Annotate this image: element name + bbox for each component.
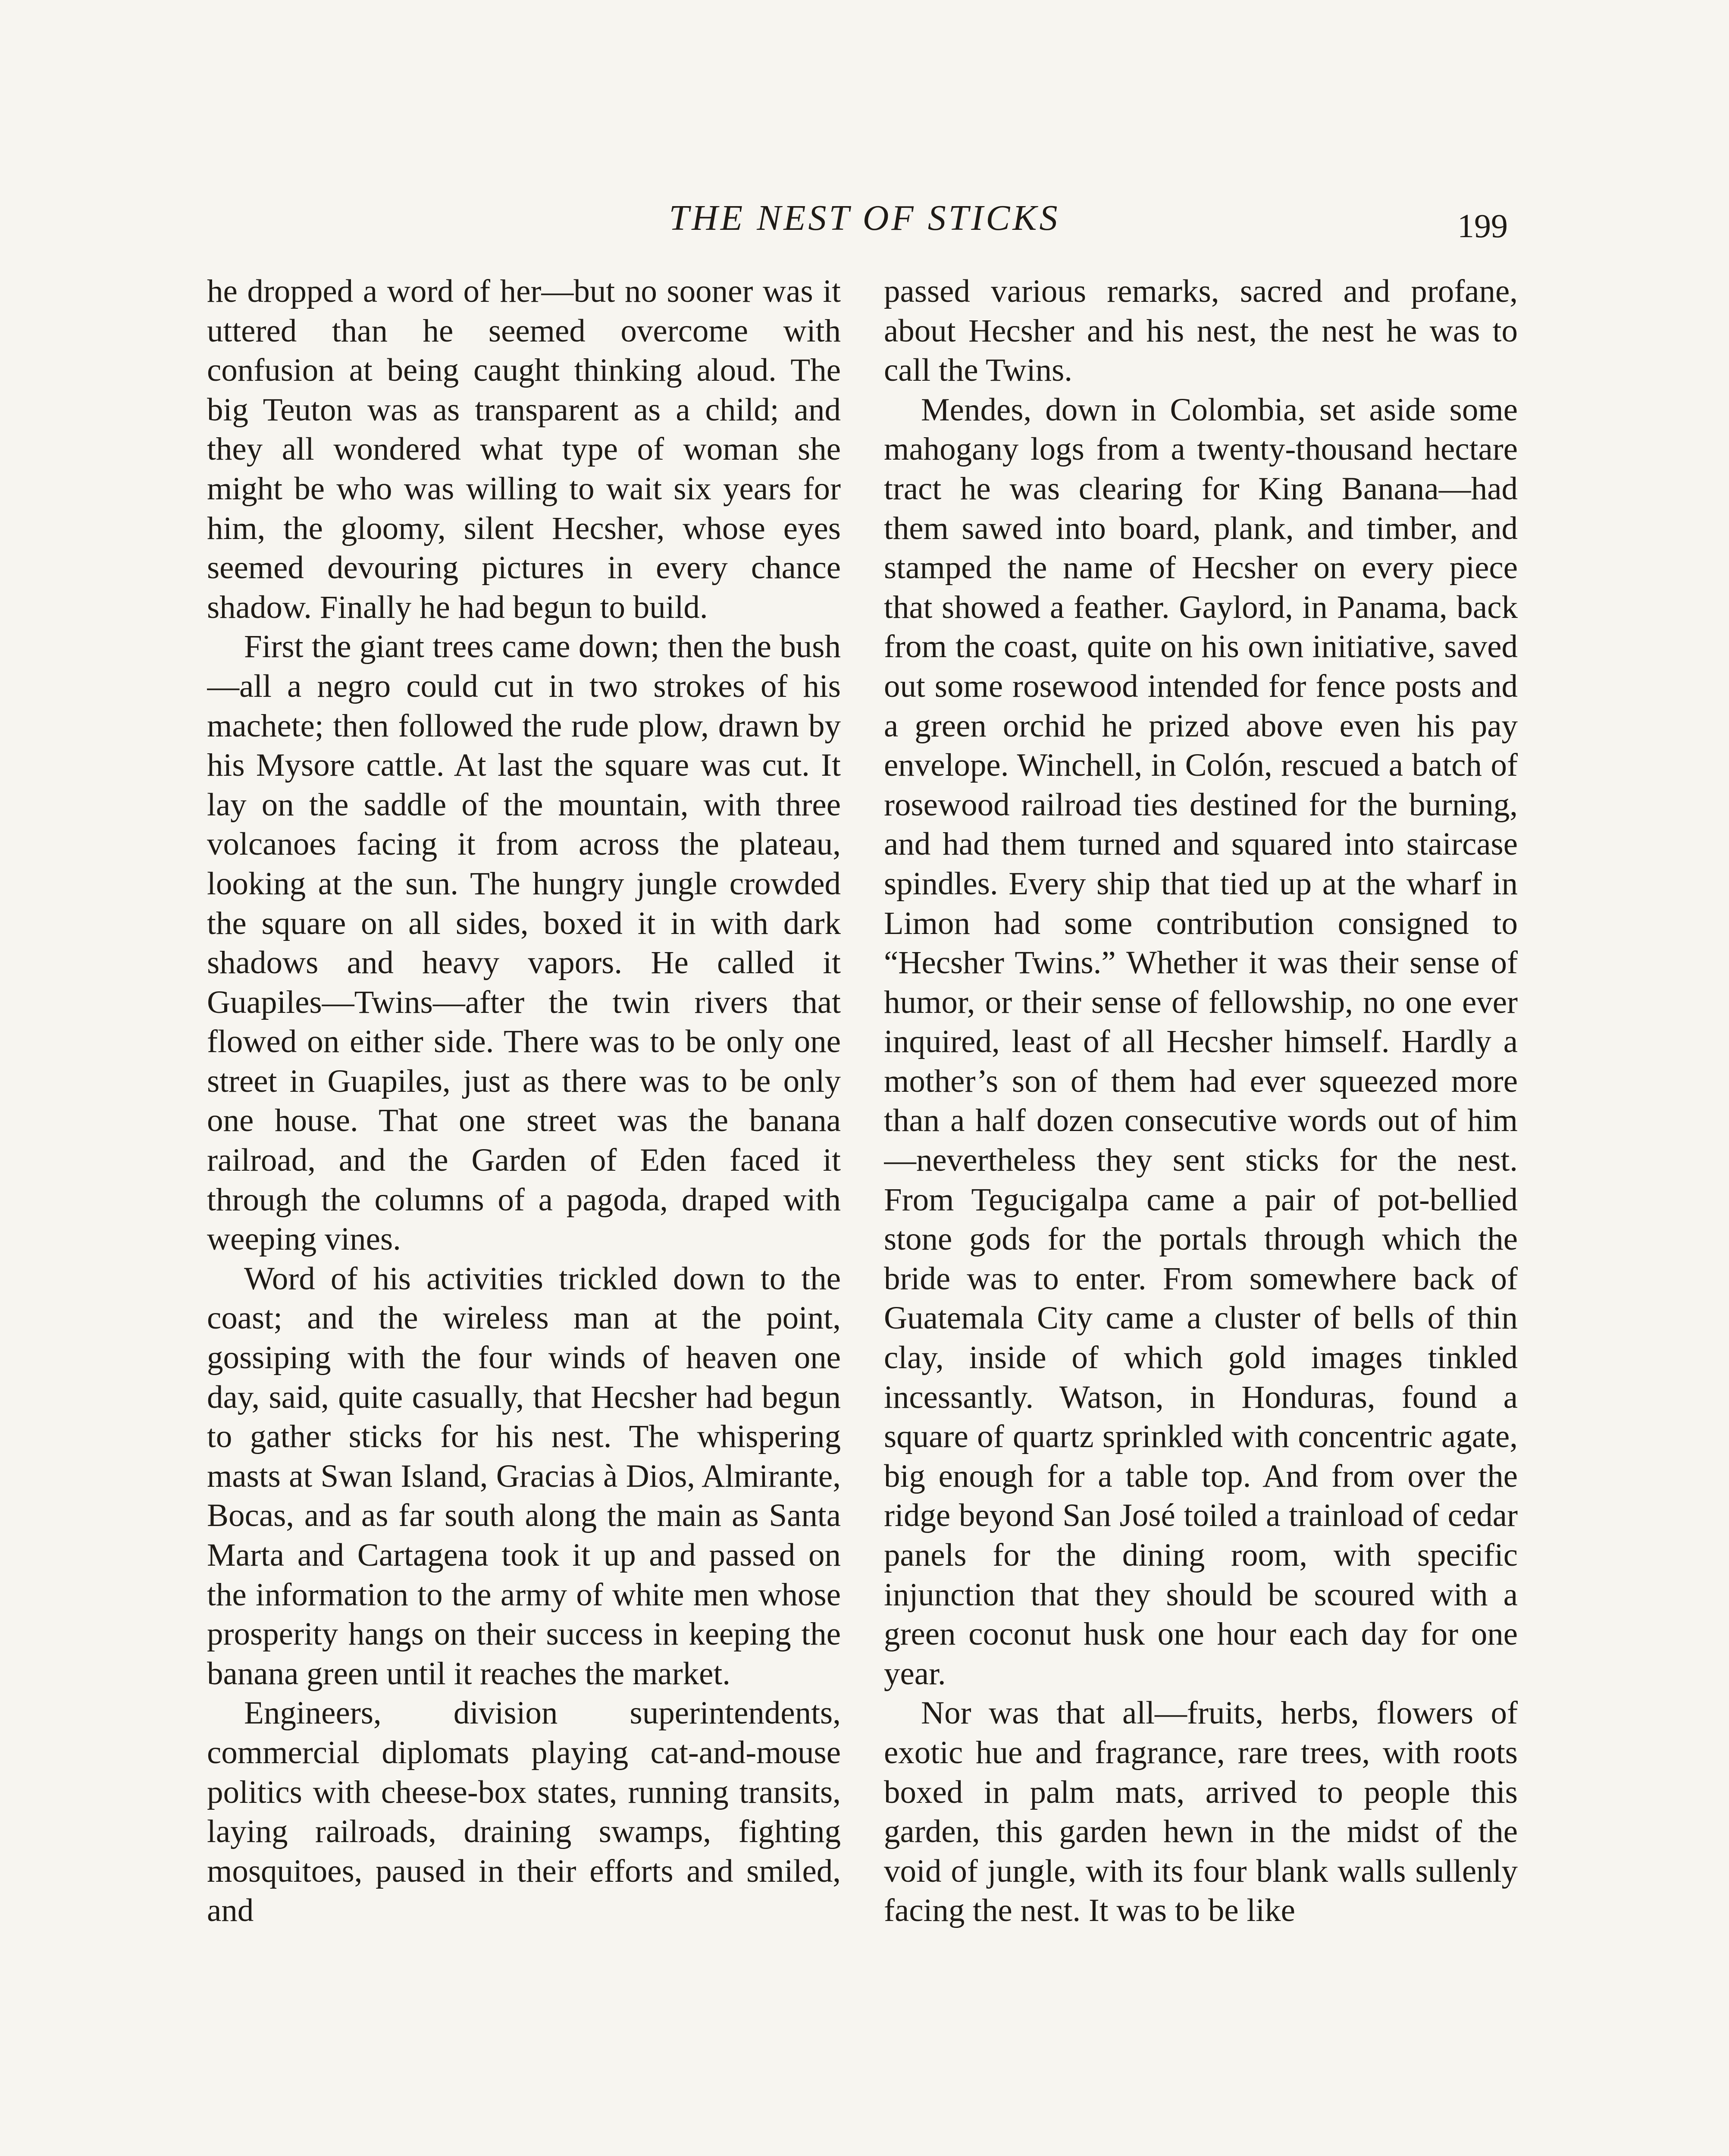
paragraph: Word of his activities trickled down to the coast; and the wireless man at the point, gossiping with the four winds of heaven one day, said, quite casually, that Hecsher had begun to gather sticks for his nest. The whispering masts at Swan Island, Gracias à Dios, Almirante, Bocas, and as far south along the main as Santa Marta and Cartagena took it up and passed on the information to the army of white men whose prosperity hangs on their success in keeping the banana green until it reaches the market. xyxy=(207,1260,841,1692)
left-text-column xyxy=(207,272,841,2156)
paragraph: Mendes, down in Colombia, set aside some mahogany logs from a twenty-thousand hectare tract he was clearing for King Banana—had them sawed into board, plank, and timber, and stamped the name of Hecsher on every piece that showed a feather. Gaylord, in Panama, back from the coast, quite on his own initiative, saved out some rosewood intended for fence posts and a green orchid he prized above even his pay envelope. Winchell, in Colón, rescued a batch of rosewood railroad ties destined for the burning, and had them turned and squared into staircase spindles. Every ship that tied up at the wharf in Limon had some contribution consigned to “Hecsher Twins.” Whether it was their sense of humor, or their sense of fellowship, no one ever inquired, least of all Hecsher himself. Hardly a mother’s son of them had ever squeezed more than a half dozen consecutive words out of him—nevertheless they sent sticks for the nest. From Tegucigalpa came a pair of pot-bellied stone gods for the portals through which the bride was to enter. From somewhere back of Guatemala City came a cluster of bells of thin clay, inside of which gold images tinkled incessantly. Watson, in Honduras, found a square of quartz sprinkled with concentric agate, big enough for a table top. And from over the ridge beyond San José toiled a trainload of cedar panels for the dining room, with specific injunction that they should be scoured with a green coconut husk one hour each day for one year. xyxy=(884,392,1518,1692)
paragraph: Nor was that all—fruits, herbs, flowers of exotic hue and fragrance, rare trees, with roots boxed in palm mats, arrived to people this garden, this garden hewn in the midst of the void of jungle, with its four blank walls sullenly facing the nest. It was to be like xyxy=(884,1695,1518,1929)
page-number: 199 xyxy=(1457,207,1508,244)
paragraph: Engineers, division superintendents, commercial diplomats playing cat-and-mouse politics with cheese-box states, running transits, laying railroads, draining swamps, fighting mosquitoes, paused in their efforts and smiled, and xyxy=(207,1695,841,1929)
paragraph: he dropped a word of her—but no sooner was it uttered than he seemed overcome with confusion at being caught thinking aloud. The big Teuton was as transparent as a child; and they all wondered what type of woman she might be who was willing to wait six years for him, the gloomy, silent Hecsher, whose eyes seemed devouring pictures in every chance shadow. Finally he had begun to build. xyxy=(207,273,841,625)
right-text-column xyxy=(884,272,1518,2156)
running-title: THE NEST OF STICKS xyxy=(669,198,1060,238)
page-header xyxy=(0,192,1729,244)
paragraph: First the giant trees came down; then the bush—all a negro could cut in two strokes of his machete; then followed the rude plow, drawn by his Mysore cattle. At last the square was cut. It lay on the saddle of the mountain, with three volcanoes facing it from across the plateau, looking at the sun. The hungry jungle crowded the square on all sides, boxed it in with dark shadows and heavy vapors. He called it Guapiles—Twins—after the twin rivers that flowed on either side. There was to be only one street in Guapiles, just as there was to be only one house. That one street was the banana railroad, and the Garden of Eden faced it through the columns of a pagoda, draped with weeping vines. xyxy=(207,629,841,1257)
paragraph: passed various remarks, sacred and profane, about Hecsher and his nest, the nest he was to call the Twins. xyxy=(884,273,1518,389)
